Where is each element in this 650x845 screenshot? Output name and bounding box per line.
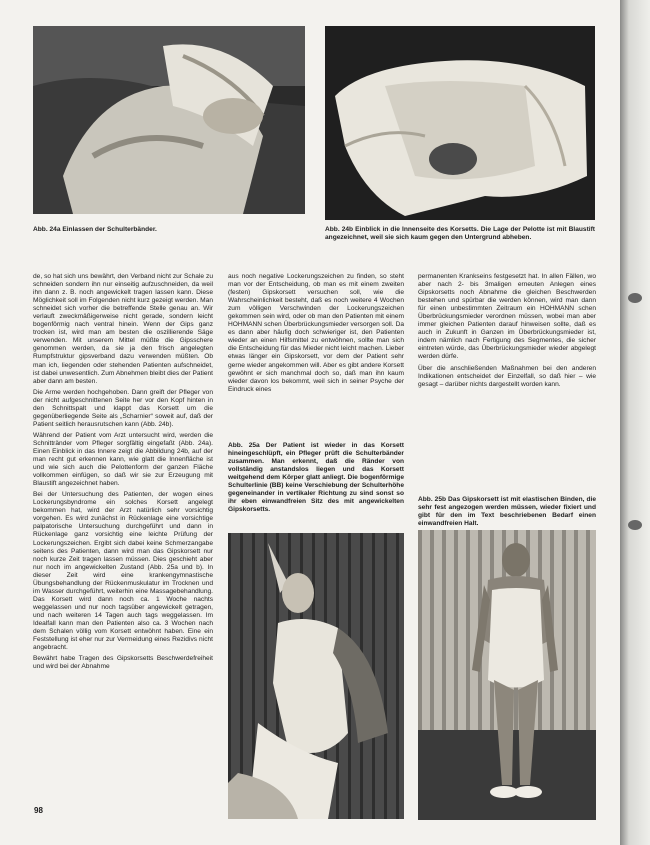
paragraph: Die Arme werden hochgehoben. Dann greift der Pfleger von der nicht aufgeschnittenen Seite her vor den Kopf hinten in den Schnittspalt und klappt das Korsett um die gegenüberliegende Seite als „Scharnier“ soweit auf, daß der Patient seitlich herausrutschen kann (Abb. 24b). <box>33 388 213 428</box>
caption-25b: Abb. 25b Das Gipskorsett ist mit elastischen Binden, die sehr fest angezogen werden müssen, wieder fixiert und gibt für den im Text beschriebenen Bedarf einen einwandfreien Halt. <box>418 496 596 528</box>
photo-24a-shoulder-straps <box>33 26 305 214</box>
page-number: 98 <box>34 806 43 815</box>
text-column-left <box>33 273 213 674</box>
photo-24b-image <box>325 26 595 220</box>
paragraph: Bei der Untersuchung des Patienten, der wogen eines Lockerungsbyndrome ein solches Korsett angelegt bekommen hat, wird der Arzt natürlich sehr vorsichtig vorgehen. Es wird zunächst in Rückenlage eine vorsichtige palpatorische Untersuchung durchgeführt und dann in Rückenlage ganz vorsichtig eine leichte Prüfung der Lockerungszeichen. Ergibt sich dabei keine Schmerzangabe seitens des Patienten, dann wird man das Gipskorsett nur noch kurze Zeit tragen lassen müssen. Dies geschieht aber nur noch im angewickelten Zustand (Abb. 25a und b). In dieser Zeit wird eine krankengymnastische Übungsbehandlung der Rückenmuskulatur im Trocknen und im Wasser durchgeführt, weiterhin eine Massagebehandlung. Das Korsett wird dann noch ca. 1 Woche nachts weggelassen und nur noch tagsüber angewickelt getragen, und nach weiteren 14 Tagen auch tags weggelassen. Im Idealfall kann man den Patienten also ca. 3 Wochen nach dem Schalen völlig vom Korsett entwöhnt haben. Eine ein Feststellung ist eher nur zur Vermeidung eines Rezidivs nicht angebracht. <box>33 491 213 652</box>
text-column-middle <box>228 273 404 397</box>
photo-25b-image <box>418 530 596 820</box>
binding-hole <box>628 293 642 303</box>
caption-24b: Abb. 24b Einblick in die Innenseite des Korsetts. Die Lage der Pelotte ist mit Blaustift angezeichnet, weil sie sich kaum gegen den Untergrund abheben. <box>325 226 595 242</box>
binding-hole <box>628 520 642 530</box>
photo-25a-patient-in-corset <box>228 533 404 819</box>
paragraph: Über die anschließenden Maßnahmen bei den anderen Indikationen entscheidet der Einzelfall, so daß hier – wie gesagt – darüber nichts dargestellt worden kann. <box>418 364 596 388</box>
paragraph: de, so hat sich uns bewährt, den Verband nicht zur Schale zu schneiden sondern ihn nur einseitig aufzuschneiden, da weil ihn dann z. B. noch angewickelt tragen lassen kann. Diese Möglichkeit soll im Folgenden nicht kurz gezeigt werden. Man schneidet sich vorher die betreffende Stelle genau an. Wir verlauft zweckmäßigerweise nicht gerade, sondern leicht bogenförmig nach ventral hinein. Wenn der Gips ganz trocken ist, wird man am besten die oszillierende Säge verwenden. Mit unserem Mittel müßte die Gipsschere genommen werden, da sie ja den frisch angelegten Rumpfstruktur gipsverband dazu verwenden müßten. Ob man ich, liegenden oder stehenden Patienten aufschneidet, ist dabei unwesentlich. Zum Abnehmen bleibt dies der Patient aber dann am besten. <box>33 273 213 385</box>
paragraph: Während der Patient vom Arzt untersucht wird, werden die Schnittränder vom Pfleger sorgfältig eingefaßt (Abb. 24a). Einen Einblick in das Innere zeigt die Abbildung 24b, auf der man recht gut erkennen kann, wie glatt die Innenfläche ist und wie sich auch die Pelottenform der ganzen Fläche vollkommen einfügen, so daß wir sie zur Erzeugung mit Blaustift angezeichnet haben. <box>33 431 213 488</box>
caption-24a: Abb. 24a Einlassen der Schulterbänder. <box>33 226 157 233</box>
paragraph: aus noch negative Lockerungszeichen zu finden, so steht man vor der Entscheidung, ob man es mit einem zweiten (festen) Gipskorsett versuchen soll, wie die Wahrscheinlichkeit besteht, daß es noch weitere 4 Wochen zum völligen Verschwinden der Lockerungszeichen gekommen sein wird, oder ob man den Patienten mit einem HOHMANN schen Überbrückungsmieder versorgen soll. Da es dann aber häufig doch schwieriger ist, den Patienten wieder an einen Hilfsmittel zu entwöhnen, sollte man sich die Entscheidung für das Mieder nicht leicht machen. Lieber etwas länger ein Gipskorsett, vor dem der Patient sehr gerne wieder angekommen will. Aber es gibt andere Korsett gewöhnt er sich manchmal doch so, daß man ihn kaum wieder davon los bekommt, weil sich in seiner Psyche der Eindruck eines <box>228 273 404 393</box>
paragraph: Bewährt habe Tragen des Gipskorsetts Beschwerdefreiheit und wird bei der Abnahme <box>33 655 213 671</box>
photo-25b-patient-standing <box>418 530 596 820</box>
next-page-edge <box>620 0 650 845</box>
text-column-right <box>418 273 596 392</box>
caption-25a: Abb. 25a Der Patient ist wieder in das Korsett hineingeschlüpft, ein Pfleger prüft die Schulterbänder zusammen. Man erkennt, daß die Ränder von vollständig anstandslos liegen und das Korsett weitgehend dem Körper glatt anliegt. Die bogenförmige Schulterlinie (BB) keine Verschiebung der Schulterhöhe gegeneinander in vertikaler Richtung zu sind sonst so ihr eben einwandfreien Sitz des mit angewickelten Gipskorsetts. <box>228 442 404 514</box>
paragraph: permanenten Krankseins festgesetzt hat. In allen Fällen, wo aber nach 2- bis 3maligen erneuten Anlegen eines Gipskorsetts noch Abnahme die gleichen Beschwerden bestehen und spürbar die werden können, wird man dann für einen unbestimmten Zeitraum ein HOHMANN schen Überbrückungsmieder verordnen müssen, wobei man aber immer gleichen Patienten darauf hinweisen sollte, daß es auch in Zukunft in Ganzen im Überbrückungsmieder ist, indem nämlich nach Fertigung des Segmentes, die sicher eintreten würde, das Überbrückungsmieder wieder abgelegt werden dürfe. <box>418 273 596 361</box>
photo-24b-corset-interior <box>325 26 595 220</box>
photo-24a-image <box>33 26 305 214</box>
photo-25a-image <box>228 533 404 819</box>
